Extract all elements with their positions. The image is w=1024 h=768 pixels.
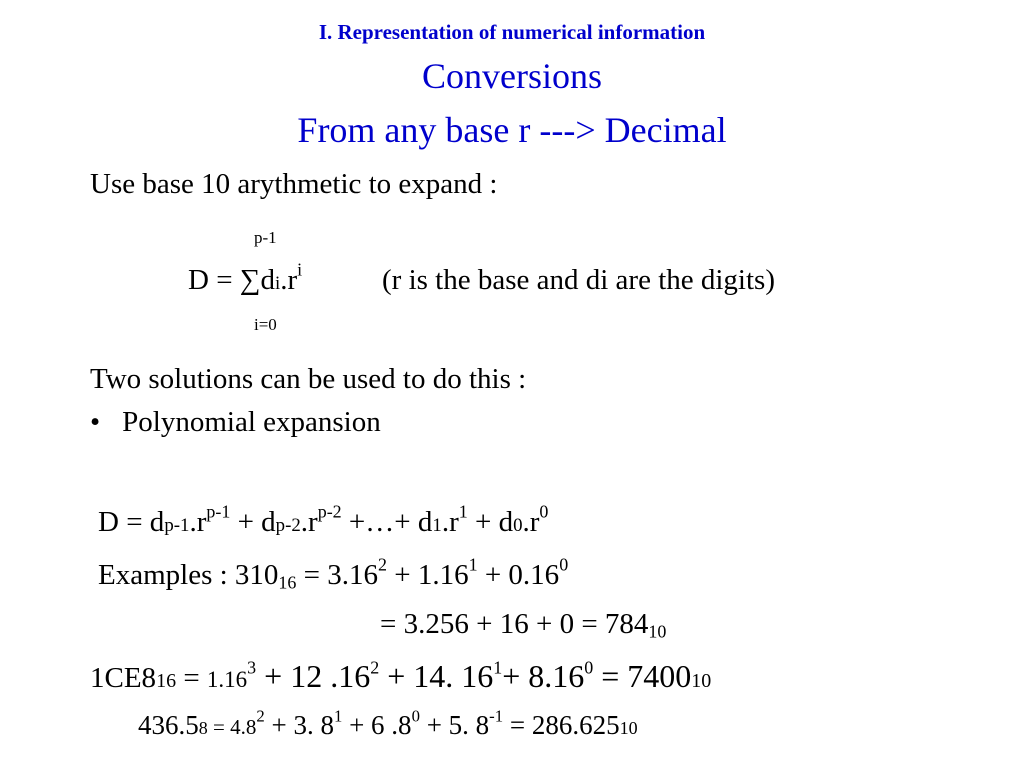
expansion-sub: p-2: [275, 515, 301, 536]
example-2-part: 1CE8: [90, 662, 157, 694]
expansion-sub: p-1: [164, 515, 190, 536]
example-2-exp: 3: [247, 657, 257, 678]
expansion-exp: 0: [539, 501, 549, 522]
example-2-part: 1.16: [206, 667, 248, 692]
expansion-exp: p-2: [317, 501, 342, 522]
expansion-part: .r: [300, 506, 318, 538]
example-1-base: 16: [278, 572, 297, 593]
expansion-part: .r: [189, 506, 207, 538]
example-1-exp: 2: [378, 554, 387, 575]
example-2-part: = 7400: [593, 658, 692, 694]
example-1-part: + 1.16: [386, 559, 469, 591]
expansion-part: +…+ d: [341, 506, 433, 538]
example-3-part: + 6 .8: [342, 710, 412, 740]
example-1-result-part: = 3.256 + 16 + 0 = 784: [380, 608, 649, 640]
example-2-exp: 1: [493, 657, 503, 678]
example-2-exp: 2: [370, 657, 380, 678]
example-2-part: + 8.16: [502, 658, 585, 694]
sum-upper-limit: p-1: [254, 228, 277, 247]
example-2-part: + 12 .16: [256, 658, 371, 694]
slide-title-line-2: From any base r ---> Decimal: [297, 110, 727, 150]
example-1-result-base: 10: [648, 621, 667, 642]
formula-note: (r is the base and di are the digits): [382, 264, 775, 296]
example-3-base: 10: [619, 718, 638, 738]
example-3-exp: 2: [256, 706, 265, 726]
expansion-exp: 1: [458, 501, 468, 522]
example-2-part: =: [176, 662, 207, 694]
polynomial-expansion-formula: [98, 501, 549, 538]
example-3-exp: 0: [411, 706, 420, 726]
example-1-part: = 3.16: [296, 559, 378, 591]
example-1-exp: 0: [559, 554, 569, 575]
bullet-symbol: •: [90, 406, 101, 438]
example-3-part: + 5. 8: [419, 710, 490, 740]
sum-sub-i: i: [274, 273, 281, 294]
example-3-part: = 286.625: [503, 710, 620, 740]
expansion-exp: p-1: [206, 501, 231, 522]
example-3-part: 436.5: [138, 710, 199, 740]
example-3: [138, 706, 638, 740]
expansion-part: + d: [230, 506, 276, 538]
example-1-part: Examples : 310: [98, 559, 279, 591]
sum-lhs: D = ∑d: [188, 264, 275, 296]
example-2-base: 10: [691, 670, 712, 692]
sum-dot-r: .r: [280, 264, 298, 296]
example-3-part: = 4.8: [207, 715, 257, 739]
solutions-intro: Two solutions can be used to do this :: [90, 363, 527, 395]
slide-title-line-1: Conversions: [422, 56, 602, 96]
example-2-exp: 0: [584, 657, 594, 678]
expansion-part: .r: [441, 506, 459, 538]
example-2-base: 16: [156, 670, 177, 692]
expansion-part: D = d: [98, 506, 165, 538]
example-2-part: + 14. 16: [379, 658, 494, 694]
bullet-item: [90, 408, 381, 437]
example-3-part: + 3. 8: [264, 710, 334, 740]
example-3-exp: -1: [489, 706, 504, 726]
example-3-base: 8: [198, 718, 208, 738]
example-3-exp: 1: [333, 706, 343, 726]
expansion-sub: 1: [432, 515, 442, 536]
section-title: I. Representation of numerical information: [318, 20, 706, 44]
example-1-exp: 1: [468, 554, 478, 575]
example-2: [90, 657, 712, 694]
intro-text: Use base 10 arythmetic to expand :: [90, 168, 498, 200]
sum-expression: [188, 259, 303, 296]
sum-sup-i: i: [297, 259, 303, 280]
expansion-part: + d: [467, 506, 514, 538]
example-1-result: [380, 608, 667, 642]
expansion-part: .r: [522, 506, 540, 538]
expansion-sub: 0: [513, 515, 523, 536]
sum-lower-limit: i=0: [254, 315, 277, 334]
example-1-part: + 0.16: [477, 559, 560, 591]
example-1: [98, 554, 569, 593]
bullet-text: Polynomial expansion: [122, 406, 381, 438]
